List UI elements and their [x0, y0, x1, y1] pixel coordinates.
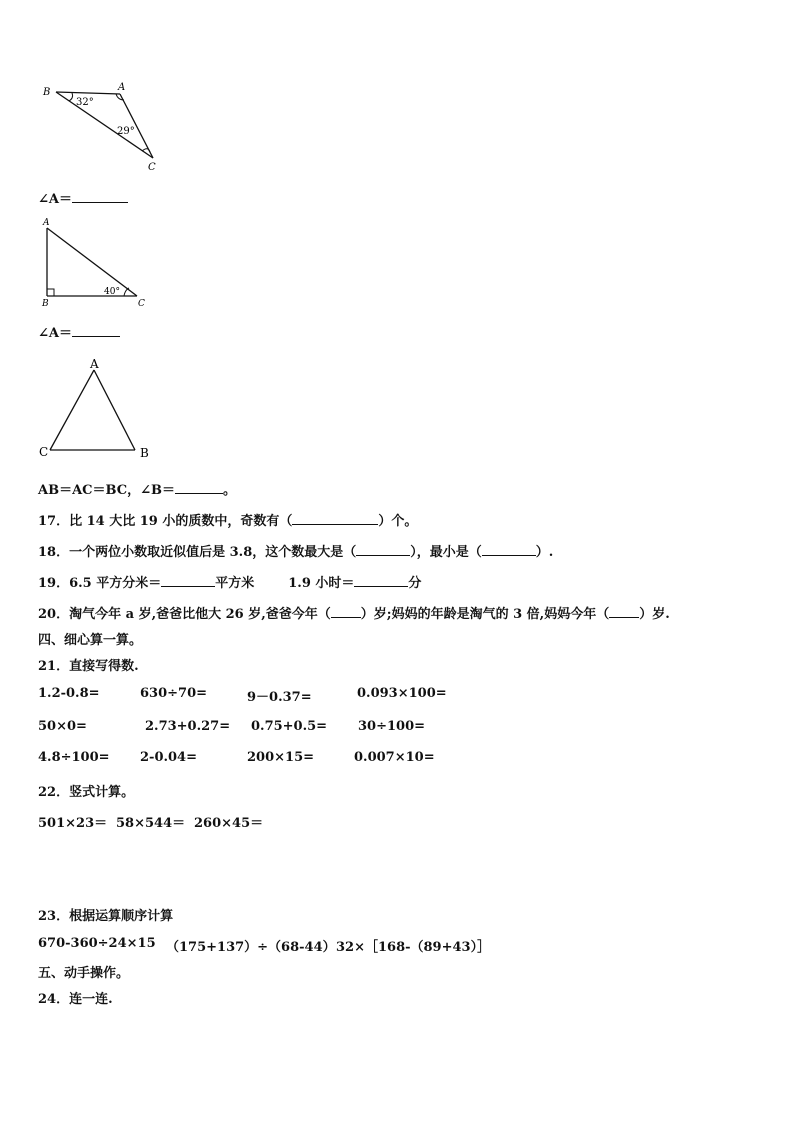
- figure-triangle-3: [36, 354, 156, 460]
- fig1-angle-b: 32°: [76, 97, 94, 108]
- fig1-answer-line: [38, 188, 128, 207]
- q22-item-1: 501×23＝: [38, 816, 108, 831]
- q20-blank-dad[interactable]: [331, 605, 361, 618]
- q21-row-1-item-1: 1.2-0.8=: [38, 686, 100, 701]
- q18-text: 18．一个两位小数取近似值后是 3.8，这个数最大是（: [38, 545, 357, 560]
- q23-item-1: 670-360÷24×15: [38, 936, 156, 951]
- q17-end: ）个。: [378, 514, 418, 529]
- fig2-angle-c: 40°: [104, 287, 120, 297]
- q24-title: 24．连一连.: [38, 992, 113, 1007]
- fig2-label-a: A: [43, 218, 50, 228]
- q18-blank-min[interactable]: [482, 543, 536, 556]
- q21-row-3-item-2: 2-0.04=: [140, 750, 197, 765]
- q21-row-3-item-1: 4.8÷100=: [38, 750, 110, 765]
- q20-blank-mom[interactable]: [609, 605, 639, 618]
- q22-item-3: 260×45＝: [194, 816, 264, 831]
- q21-row-2-item-2: 2.73+0.27=: [145, 719, 231, 734]
- q22-item-2: 58×544＝: [116, 816, 186, 831]
- q21-row-2-item-3: 0.75+0.5=: [251, 719, 328, 734]
- q19-part2: 1.9 小时＝: [288, 576, 355, 591]
- section-5-heading: 五、动手操作。: [38, 966, 130, 981]
- fig2-answer-line: [38, 322, 120, 341]
- q20-part2: ）岁;妈妈的年龄是淘气的 3 倍,妈妈今年（: [360, 607, 610, 622]
- question-17: [38, 510, 417, 529]
- fig3-label-a: A: [90, 357, 99, 371]
- q19-unit2: 分: [408, 576, 422, 591]
- fig3-label-b: B: [140, 446, 149, 460]
- fig2-answer-blank[interactable]: [72, 324, 120, 337]
- fig3-label-c: C: [39, 445, 49, 459]
- fig1-answer-label: ∠A＝: [38, 192, 72, 207]
- q19-blank-1[interactable]: [161, 574, 215, 587]
- q23-item-2: （175+137）÷（68-44）: [166, 940, 336, 955]
- fig1-label-a: A: [118, 82, 126, 93]
- q19-part1: 19．6.5 平方分米＝: [38, 576, 162, 591]
- q21-row-2-item-4: 30÷100=: [358, 719, 426, 734]
- fig1-angle-c: 29°: [117, 126, 135, 137]
- q18-end: ）.: [535, 545, 554, 560]
- fig3-answer-suffix: 。: [222, 483, 236, 498]
- question-18: [38, 541, 553, 560]
- q21-title: 21．直接写得数.: [38, 659, 139, 674]
- q21-row-1-item-2: 630÷70=: [140, 686, 208, 701]
- fig1-label-c: C: [148, 162, 156, 173]
- q18-mid: ），最小是（: [410, 545, 482, 560]
- q21-row-2-item-1: 50×0=: [38, 719, 87, 734]
- q19-blank-2[interactable]: [354, 574, 408, 587]
- q21-row-1-item-3: 9－0.37=: [247, 690, 312, 705]
- figure-triangle-2: [38, 214, 150, 308]
- q21-row-3-item-3: 200×15=: [247, 750, 315, 765]
- fig2-label-b: B: [42, 299, 49, 308]
- fig2-answer-label: ∠A＝: [38, 326, 72, 341]
- fig1-answer-blank[interactable]: [72, 190, 128, 203]
- q20-part1: 20．淘气今年 a 岁,爸爸比他大 26 岁,爸爸今年（: [38, 607, 331, 622]
- fig1-label-b: B: [43, 87, 51, 98]
- q20-part3: ）岁.: [639, 607, 670, 622]
- q23-title: 23．根据运算顺序计算: [38, 909, 174, 924]
- fig3-answer-label: AB＝AC＝BC，∠B＝: [38, 483, 175, 498]
- fig3-answer-line: [38, 479, 236, 498]
- q19-unit1: 平方米: [215, 576, 255, 591]
- q17-text: 17．比 14 大比 19 小的质数中，奇数有（: [38, 514, 293, 529]
- q23-item-3: 32×［168-（89+43）］: [336, 940, 491, 955]
- q17-blank[interactable]: [292, 512, 378, 525]
- question-19: [38, 572, 421, 591]
- q21-row-1-item-4: 0.093×100=: [357, 686, 447, 701]
- q21-row-3-item-4: 0.007×10=: [354, 750, 435, 765]
- figure-triangle-1: [38, 78, 168, 174]
- fig2-label-c: C: [138, 299, 145, 308]
- fig3-answer-blank[interactable]: [175, 481, 223, 494]
- q18-blank-max[interactable]: [356, 543, 410, 556]
- q22-title: 22．竖式计算。: [38, 785, 135, 800]
- section-4-heading: 四、细心算一算。: [38, 633, 143, 648]
- question-20: [38, 603, 670, 622]
